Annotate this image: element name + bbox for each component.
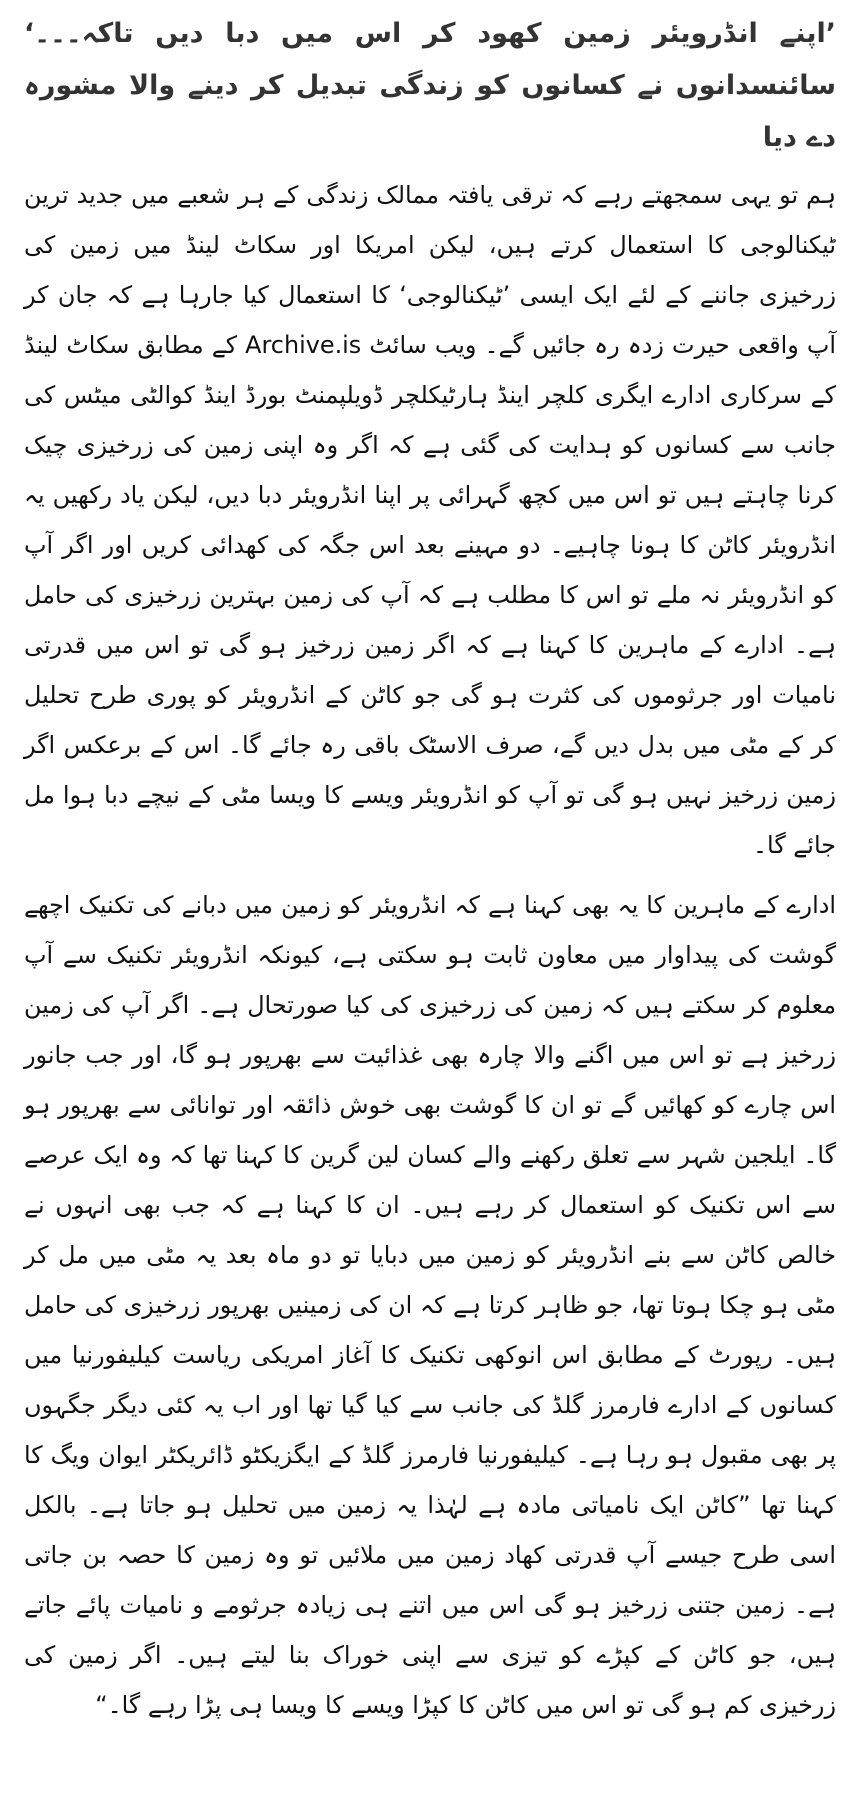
article-paragraph-2: ادارے کے ماہرین کا یہ بھی کہنا ہے کہ انڈرویئر کو زمین میں دبانے کی تکنیک اچھے گوشت کی پیداوار میں معاون ثابت ہو سکتی ہے، کیونکہ انڈرویئر تکنیک سے آپ معلوم کر سکتے ہیں کہ زمین کی زرخیزی کی کیا صورتحال ہے۔ اگر آپ کی زمین زرخیز ہے تو اس میں اگنے والا چارہ بھی غذائیت سے بھرپور ہو گا، اور جب جانور اس چارے کو کھائیں گے تو ان کا گوشت بھی خوش ذائقہ اور توانائی سے بھرپور ہو گا۔ ایلجین شہر سے تعلق رکھنے والے کسان لین گرین کا کہنا تھا کہ وہ ایک عرصے سے اس تکنیک کو استعمال کر رہے ہیں۔ ان کا کہنا ہے کہ جب بھی انہوں نے خالص کاٹن سے بنے انڈرویئر کو زمین میں دبایا تو دو ماہ بعد یہ مٹی میں مل کر مٹی ہو چکا ہوتا تھا، جو ظاہر کرتا ہے کہ ان کی زمینیں بھرپور زرخیزی کی حامل ہیں۔ رپورٹ کے مطابق اس انوکھی تکنیک کا آغاز امریکی ریاست کیلیفورنیا میں کسانوں کے ادارے فارمرز گلڈ کی جانب سے کیا گیا تھا اور اب یہ کئی دیگر جگہوں پر بھی مقبول ہو رہا ہے۔ کیلیفورنیا فارمرز گلڈ کے ایگزیکٹو ڈائریکٹر ایوان ویگ کا کہنا تھا ”کاٹن ایک نامیاتی مادہ ہے لہٰذا یہ زمین میں تحلیل ہو جاتا ہے۔ بالکل اسی طرح جیسے آپ قدرتی کھاد زمین میں ملائیں تو وہ زمین کا حصہ بن جاتی ہے۔ زمین جتنی زرخیز ہو گی اس میں اتنے ہی زیادہ جرثومے و نامیات پائے جاتے ہیں، جو کاٹن کے کپڑے کو تیزی سے اپنی خوراک بنا لیتے ہیں۔ اگر زمین کی زرخیزی کم ہو گی تو اس میں کاٹن کا کپڑا ویسے کا ویسا ہی پڑا رہے گا۔“ (24, 891, 836, 1719)
article-paragraph-1: ہم تو یہی سمجھتے رہے کہ ترقی یافتہ ممالک زندگی کے ہر شعبے میں جدید ترین ٹیکنالوجی کا استعمال کرتے ہیں، لیکن امریکا اور سکاٹ لینڈ میں زمین کی زرخیزی جاننے کے لئے ایک ایسی ’ٹیکنالوجی‘ کا استعمال کیا جارہا ہے کہ جان کر آپ واقعی حیرت زدہ رہ جائیں گے۔ ویب سائٹ Archive.is کے مطابق سکاٹ لینڈ کے سرکاری ادارے ایگری کلچر اینڈ ہارٹیکلچر ڈویلپمنٹ بورڈ اینڈ کوالٹی میٹس کی جانب سے کسانوں کو ہدایت کی گئی ہے کہ اگر وہ اپنی زمین کی زرخیزی چیک کرنا چاہتے ہیں تو اس میں کچھ گہرائی پر اپنا انڈرویئر دبا دیں، لیکن یاد رکھیں یہ انڈرویئر کاٹن کا ہونا چاہیے۔ دو مہینے بعد اس جگہ کی کھدائی کریں اور اگر آپ کو انڈرویئر نہ ملے تو اس کا مطلب ہے کہ آپ کی زمین بہترین زرخیزی کی حامل ہے۔ ادارے کے ماہرین کا کہنا ہے کہ اگر زمین زرخیز ہو گی تو اس میں قدرتی نامیات اور جرثوموں کی کثرت ہو گی جو کاٹن کے انڈرویئر کو پوری طرح تحلیل کر کے مٹی میں بدل دیں گے، صرف الاسٹک باقی رہ جائے گا۔ اس کے برعکس اگر زمین زرخیز نہیں ہو گی تو آپ کو انڈرویئر ویسے کا ویسا مٹی کے نیچے دبا ہوا مل جائے گا۔ (24, 181, 837, 859)
article-headline: ’اپنے انڈرویئر زمین کھود کر اس میں دبا دیں تاکہ۔۔۔‘ سائنسدانوں نے کسانوں کو زندگی تبدیل کر دینے والا مشورہ دے دیا (24, 18, 836, 153)
article (24, 8, 836, 1730)
